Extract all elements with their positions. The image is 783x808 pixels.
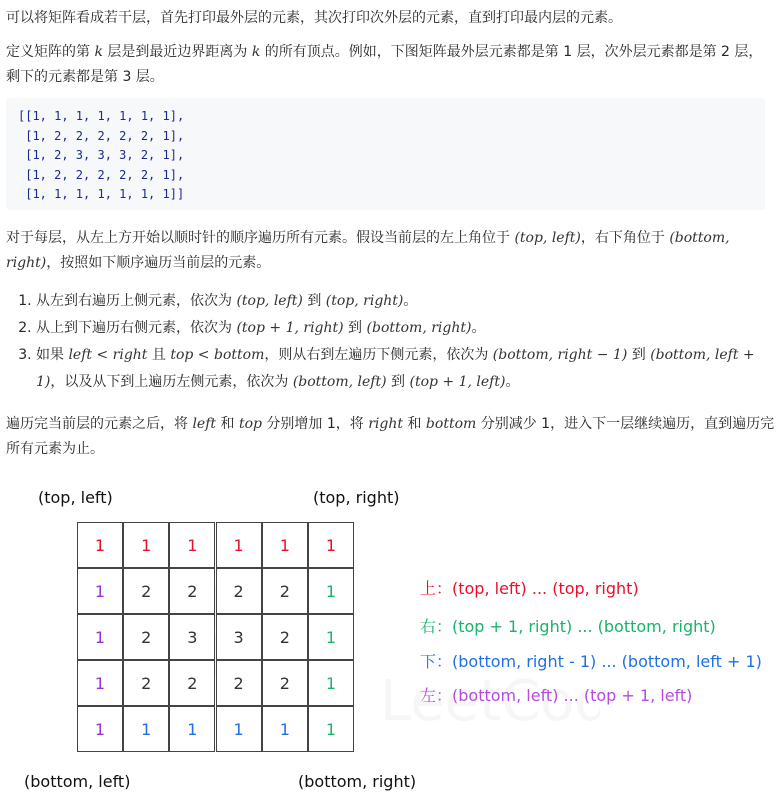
grid-cell: 1 (169, 706, 215, 752)
grid-cell: 1 (308, 706, 354, 752)
grid-cell: 1 (216, 706, 262, 752)
legend-left: 左：(bottom, left) ... (top + 1, left) (420, 686, 693, 705)
grid-cell: 2 (262, 660, 308, 706)
legend-right: 右：(top + 1, right) ... (bottom, right) (420, 617, 716, 636)
grid-cell: 2 (262, 568, 308, 614)
grid-cell: 2 (169, 568, 215, 614)
code-line: [1, 2, 2, 2, 2, 2, 1], (18, 167, 185, 182)
grid-cell: 2 (262, 614, 308, 660)
matrix-code (6, 98, 765, 214)
step-1: 1. 从左到右遍历上侧元素，依次为 (top, left) 到 (top, right)。 (36, 288, 776, 315)
grid-cell: 2 (216, 660, 262, 706)
intro-line-1: 可以将矩阵看成若干层，首先打印最外层的元素，其次打印次外层的元素，直到打印最内层的元素。 (6, 10, 622, 26)
code-line: [1, 2, 2, 2, 2, 2, 1], (18, 128, 185, 143)
grid-cell: 2 (123, 614, 169, 660)
intro-definition: 定义矩阵的第 k 层是到最近边界距离为 k 的所有顶点。例如，下图矩阵最外层元素都是第 1 层，次外层元素都是第 2 层，剩下的元素都是第 3 层。 (6, 44, 763, 85)
grid-cell: 1 (308, 614, 354, 660)
step-3: 3. 如果 left < right 且 top < bottom，则从右到左遍历下侧元素，依次为 (bottom, right − 1) 到 (bottom, left + 1)，以及从下到上遍历左侧元素，依次为 (bottom, left) 到 (top + 1, left)。 (36, 342, 776, 396)
grid-cell: 1 (216, 522, 262, 568)
code-line: [1, 1, 1, 1, 1, 1, 1]] (18, 187, 185, 201)
grid-cell: 1 (123, 706, 169, 752)
grid-cell: 2 (169, 660, 215, 706)
corner-bottom-left: (bottom, left) (24, 772, 131, 791)
watermark-text: LeetCod (380, 669, 600, 734)
grid-cell: 1 (262, 706, 308, 752)
grid-cell: 1 (77, 660, 123, 706)
matrix-code-block (6, 98, 765, 210)
grid-cell: 1 (77, 522, 123, 568)
traversal-steps (0, 288, 776, 396)
grid-cell: 2 (216, 568, 262, 614)
corner-top-right: (top, right) (313, 488, 400, 507)
layer-advance: 遍历完当前层的元素之后，将 left 和 top 分别增加 1，将 right 和 bottom 分别减少 1，进入下一层继续遍历，直到遍历完所有元素为止。 (6, 416, 775, 457)
grid-cell: 1 (123, 522, 169, 568)
legend-bottom: 下：(bottom, right - 1) ... (bottom, left + 1) (420, 652, 762, 671)
step-2: 2. 从上到下遍历右侧元素，依次为 (top + 1, right) 到 (bottom, right)。 (36, 315, 776, 342)
grid-cell: 1 (77, 568, 123, 614)
grid-cell: 3 (216, 614, 262, 660)
traversal-intro: 对于每层，从左上方开始以顺时针的顺序遍历所有元素。假设当前层的左上角位于 (top, left)，右下角位于 (bottom, right)，按照如下顺序遍历当前层的元素。 (6, 230, 730, 271)
grid-cell: 1 (308, 522, 354, 568)
grid-cell: 1 (308, 568, 354, 614)
grid-cell: 1 (77, 706, 123, 752)
grid-cell: 3 (169, 614, 215, 660)
grid-cell: 1 (262, 522, 308, 568)
code-line: [1, 2, 3, 3, 3, 2, 1], (18, 148, 185, 162)
grid-cell: 2 (123, 568, 169, 614)
code-line: [[1, 1, 1, 1, 1, 1, 1], (18, 109, 185, 123)
legend-top: 上：(top, left) ... (top, right) (420, 579, 639, 598)
grid-cell: 1 (169, 522, 215, 568)
corner-top-left: (top, left) (38, 488, 113, 507)
corner-bottom-right: (bottom, right) (298, 772, 417, 791)
grid-cell: 1 (308, 660, 354, 706)
grid-cell: 1 (77, 614, 123, 660)
grid-cell: 2 (123, 660, 169, 706)
